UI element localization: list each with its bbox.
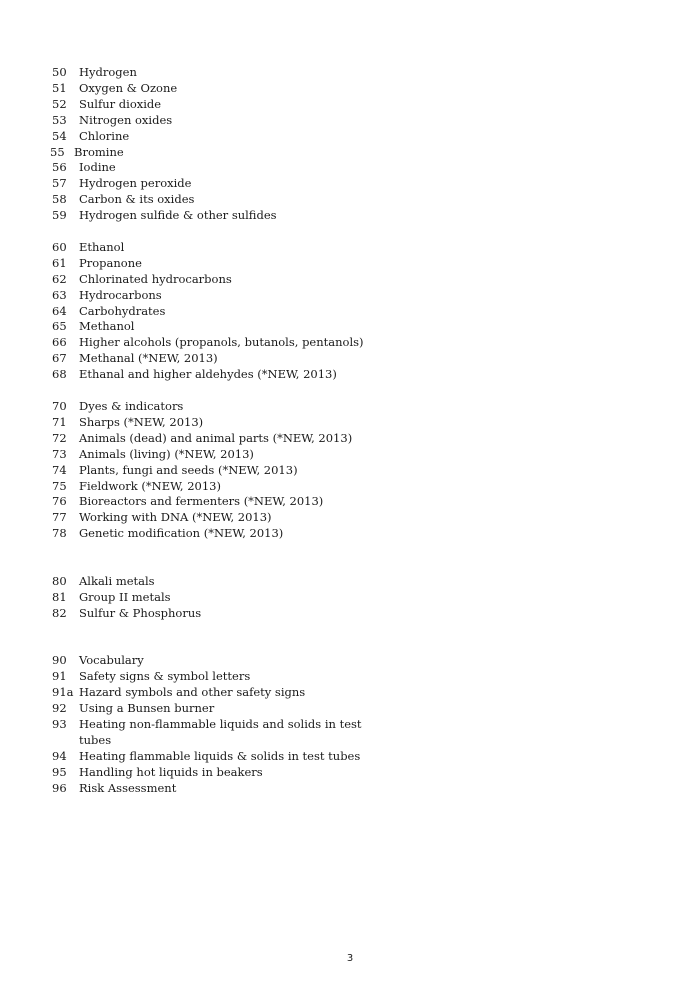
index-entry bbox=[52, 431, 372, 447]
index-entry bbox=[52, 288, 372, 304]
index-entry bbox=[52, 65, 372, 81]
index-entry bbox=[52, 113, 372, 129]
index-entry bbox=[52, 479, 372, 495]
entry-label: Hydrocarbons bbox=[79, 287, 162, 302]
group-spacer bbox=[52, 383, 372, 399]
entry-label: Hazard symbols and other safety signs bbox=[79, 685, 306, 700]
index-entry bbox=[52, 192, 372, 208]
page-number: 3 bbox=[346, 953, 354, 964]
entry-label: Genetic modification (*NEW, 2013) bbox=[79, 526, 284, 541]
group-spacer bbox=[52, 224, 372, 240]
entry-label: Oxygen & Ozone bbox=[79, 80, 178, 95]
entry-number: 78 bbox=[52, 526, 67, 541]
entry-number: 95 bbox=[52, 764, 67, 779]
entry-label: Animals (dead) and animal parts (*NEW, 2013) bbox=[79, 430, 353, 445]
entry-number: 81 bbox=[52, 589, 67, 604]
entry-number: 53 bbox=[52, 112, 67, 127]
entry-label: Chlorine bbox=[79, 128, 130, 143]
index-entry bbox=[52, 415, 372, 431]
entry-label: Sharps (*NEW, 2013) bbox=[79, 414, 204, 429]
entry-number: 71 bbox=[52, 414, 67, 429]
entry-label: Plants, fungi and seeds (*NEW, 2013) bbox=[79, 462, 298, 477]
entry-label: Hydrogen sulfide & other sulfides bbox=[79, 208, 277, 223]
entry-label: Vocabulary bbox=[79, 653, 144, 668]
index-entry bbox=[52, 272, 372, 288]
entry-number: 67 bbox=[52, 351, 67, 366]
entry-label: Risk Assessment bbox=[79, 780, 177, 795]
entry-number: 94 bbox=[52, 748, 67, 763]
index-entry bbox=[52, 765, 372, 781]
index-entry bbox=[52, 669, 372, 685]
index-entry bbox=[52, 510, 372, 526]
entry-number: 91a bbox=[52, 685, 74, 700]
index-entry bbox=[52, 129, 372, 145]
entry-label: Alkali metals bbox=[79, 573, 155, 588]
entry-number: 75 bbox=[52, 478, 67, 493]
entry-number: 96 bbox=[52, 780, 67, 795]
entry-label: Dyes & indicators bbox=[79, 399, 184, 413]
entry-number: 63 bbox=[52, 287, 67, 302]
entry-number: 82 bbox=[52, 605, 67, 620]
entry-number: 72 bbox=[52, 430, 67, 445]
entry-number: 56 bbox=[52, 160, 67, 175]
entry-label: Nitrogen oxides bbox=[79, 112, 173, 127]
index-entry bbox=[52, 160, 372, 176]
entry-label: Group II metals bbox=[79, 589, 171, 604]
entry-number: 50 bbox=[52, 65, 67, 79]
index-entry bbox=[52, 526, 372, 542]
index-group-50s bbox=[52, 65, 372, 224]
entry-label: Carbon & its oxides bbox=[79, 192, 195, 207]
entry-number: 62 bbox=[52, 271, 67, 286]
index-entry bbox=[52, 335, 372, 351]
entry-label: Higher alcohols (propanols, butanols, pentanols) bbox=[79, 335, 364, 350]
entry-label: Iodine bbox=[79, 160, 116, 175]
index-entry bbox=[52, 781, 372, 797]
entry-number: 52 bbox=[52, 96, 67, 111]
index-entry bbox=[52, 256, 372, 272]
index-entry bbox=[52, 749, 372, 765]
entry-number: 51 bbox=[52, 80, 67, 95]
entry-label: Animals (living) (*NEW, 2013) bbox=[79, 446, 254, 461]
index-entry bbox=[52, 606, 372, 622]
entry-label: Hydrogen bbox=[79, 65, 137, 79]
group-spacer bbox=[52, 542, 372, 574]
entry-label: Chlorinated hydrocarbons bbox=[79, 271, 232, 286]
entry-label: Heating non-flammable liquids and solids in test tubes bbox=[79, 717, 362, 747]
entry-number: 74 bbox=[52, 462, 67, 477]
index-entry bbox=[52, 145, 372, 161]
entry-label: Propanone bbox=[79, 255, 142, 270]
index-entry bbox=[52, 685, 372, 701]
entry-label: Bioreactors and fermenters (*NEW, 2013) bbox=[79, 494, 324, 509]
index-entry bbox=[52, 240, 372, 256]
entry-label: Methanol bbox=[79, 319, 135, 334]
entry-number: 80 bbox=[52, 573, 67, 588]
entry-number: 70 bbox=[52, 399, 67, 413]
index-entry bbox=[52, 494, 372, 510]
index-entry bbox=[52, 701, 372, 717]
entry-label: Sulfur & Phosphorus bbox=[79, 605, 202, 620]
index-entry bbox=[52, 447, 372, 463]
entry-number: 93 bbox=[52, 717, 67, 732]
entry-label: Carbohydrates bbox=[79, 303, 166, 318]
entry-label: Ethanal and higher aldehydes (*NEW, 2013) bbox=[79, 367, 337, 382]
index-group-80s bbox=[52, 574, 372, 622]
entry-number: 55 bbox=[50, 144, 65, 159]
entry-number: 76 bbox=[52, 494, 67, 509]
index-entry bbox=[52, 304, 372, 320]
entry-label: Fieldwork (*NEW, 2013) bbox=[79, 478, 221, 493]
index-entry bbox=[52, 319, 372, 335]
index-entry bbox=[52, 399, 372, 415]
index-group-60s bbox=[52, 240, 372, 383]
index-entry bbox=[52, 208, 372, 224]
group-spacer bbox=[52, 622, 372, 654]
index-entry bbox=[52, 574, 372, 590]
entry-number: 77 bbox=[52, 510, 67, 525]
entry-number: 54 bbox=[52, 128, 67, 143]
index-group-90s bbox=[52, 653, 372, 796]
topic-index bbox=[52, 65, 372, 797]
entry-number: 59 bbox=[52, 208, 67, 223]
entry-label: Bromine bbox=[74, 144, 124, 159]
index-entry bbox=[52, 463, 372, 479]
entry-label: Sulfur dioxide bbox=[79, 96, 162, 111]
index-entry bbox=[52, 653, 372, 669]
entry-number: 57 bbox=[52, 176, 67, 191]
entry-number: 61 bbox=[52, 255, 67, 270]
entry-label: Working with DNA (*NEW, 2013) bbox=[79, 510, 272, 525]
index-entry bbox=[52, 367, 372, 383]
index-group-70s bbox=[52, 399, 372, 542]
entry-label: Hydrogen peroxide bbox=[79, 176, 192, 191]
index-entry bbox=[52, 590, 372, 606]
entry-number: 92 bbox=[52, 701, 67, 716]
index-entry bbox=[52, 717, 372, 749]
entry-label: Handling hot liquids in beakers bbox=[79, 764, 263, 779]
entry-number: 91 bbox=[52, 669, 67, 684]
entry-number: 90 bbox=[52, 653, 67, 668]
entry-number: 65 bbox=[52, 319, 67, 334]
index-entry bbox=[52, 351, 372, 367]
entry-number: 60 bbox=[52, 239, 67, 254]
index-entry bbox=[52, 97, 372, 113]
entry-number: 58 bbox=[52, 192, 67, 207]
entry-number: 73 bbox=[52, 446, 67, 461]
entry-label: Methanal (*NEW, 2013) bbox=[79, 351, 218, 366]
entry-label: Heating flammable liquids & solids in test tubes bbox=[79, 748, 361, 763]
entry-number: 64 bbox=[52, 303, 67, 318]
entry-number: 66 bbox=[52, 335, 67, 350]
entry-label: Ethanol bbox=[79, 239, 125, 254]
entry-label: Using a Bunsen burner bbox=[79, 701, 215, 716]
index-entry bbox=[52, 81, 372, 97]
entry-label: Safety signs & symbol letters bbox=[79, 669, 251, 684]
entry-number: 68 bbox=[52, 367, 67, 382]
index-entry bbox=[52, 176, 372, 192]
